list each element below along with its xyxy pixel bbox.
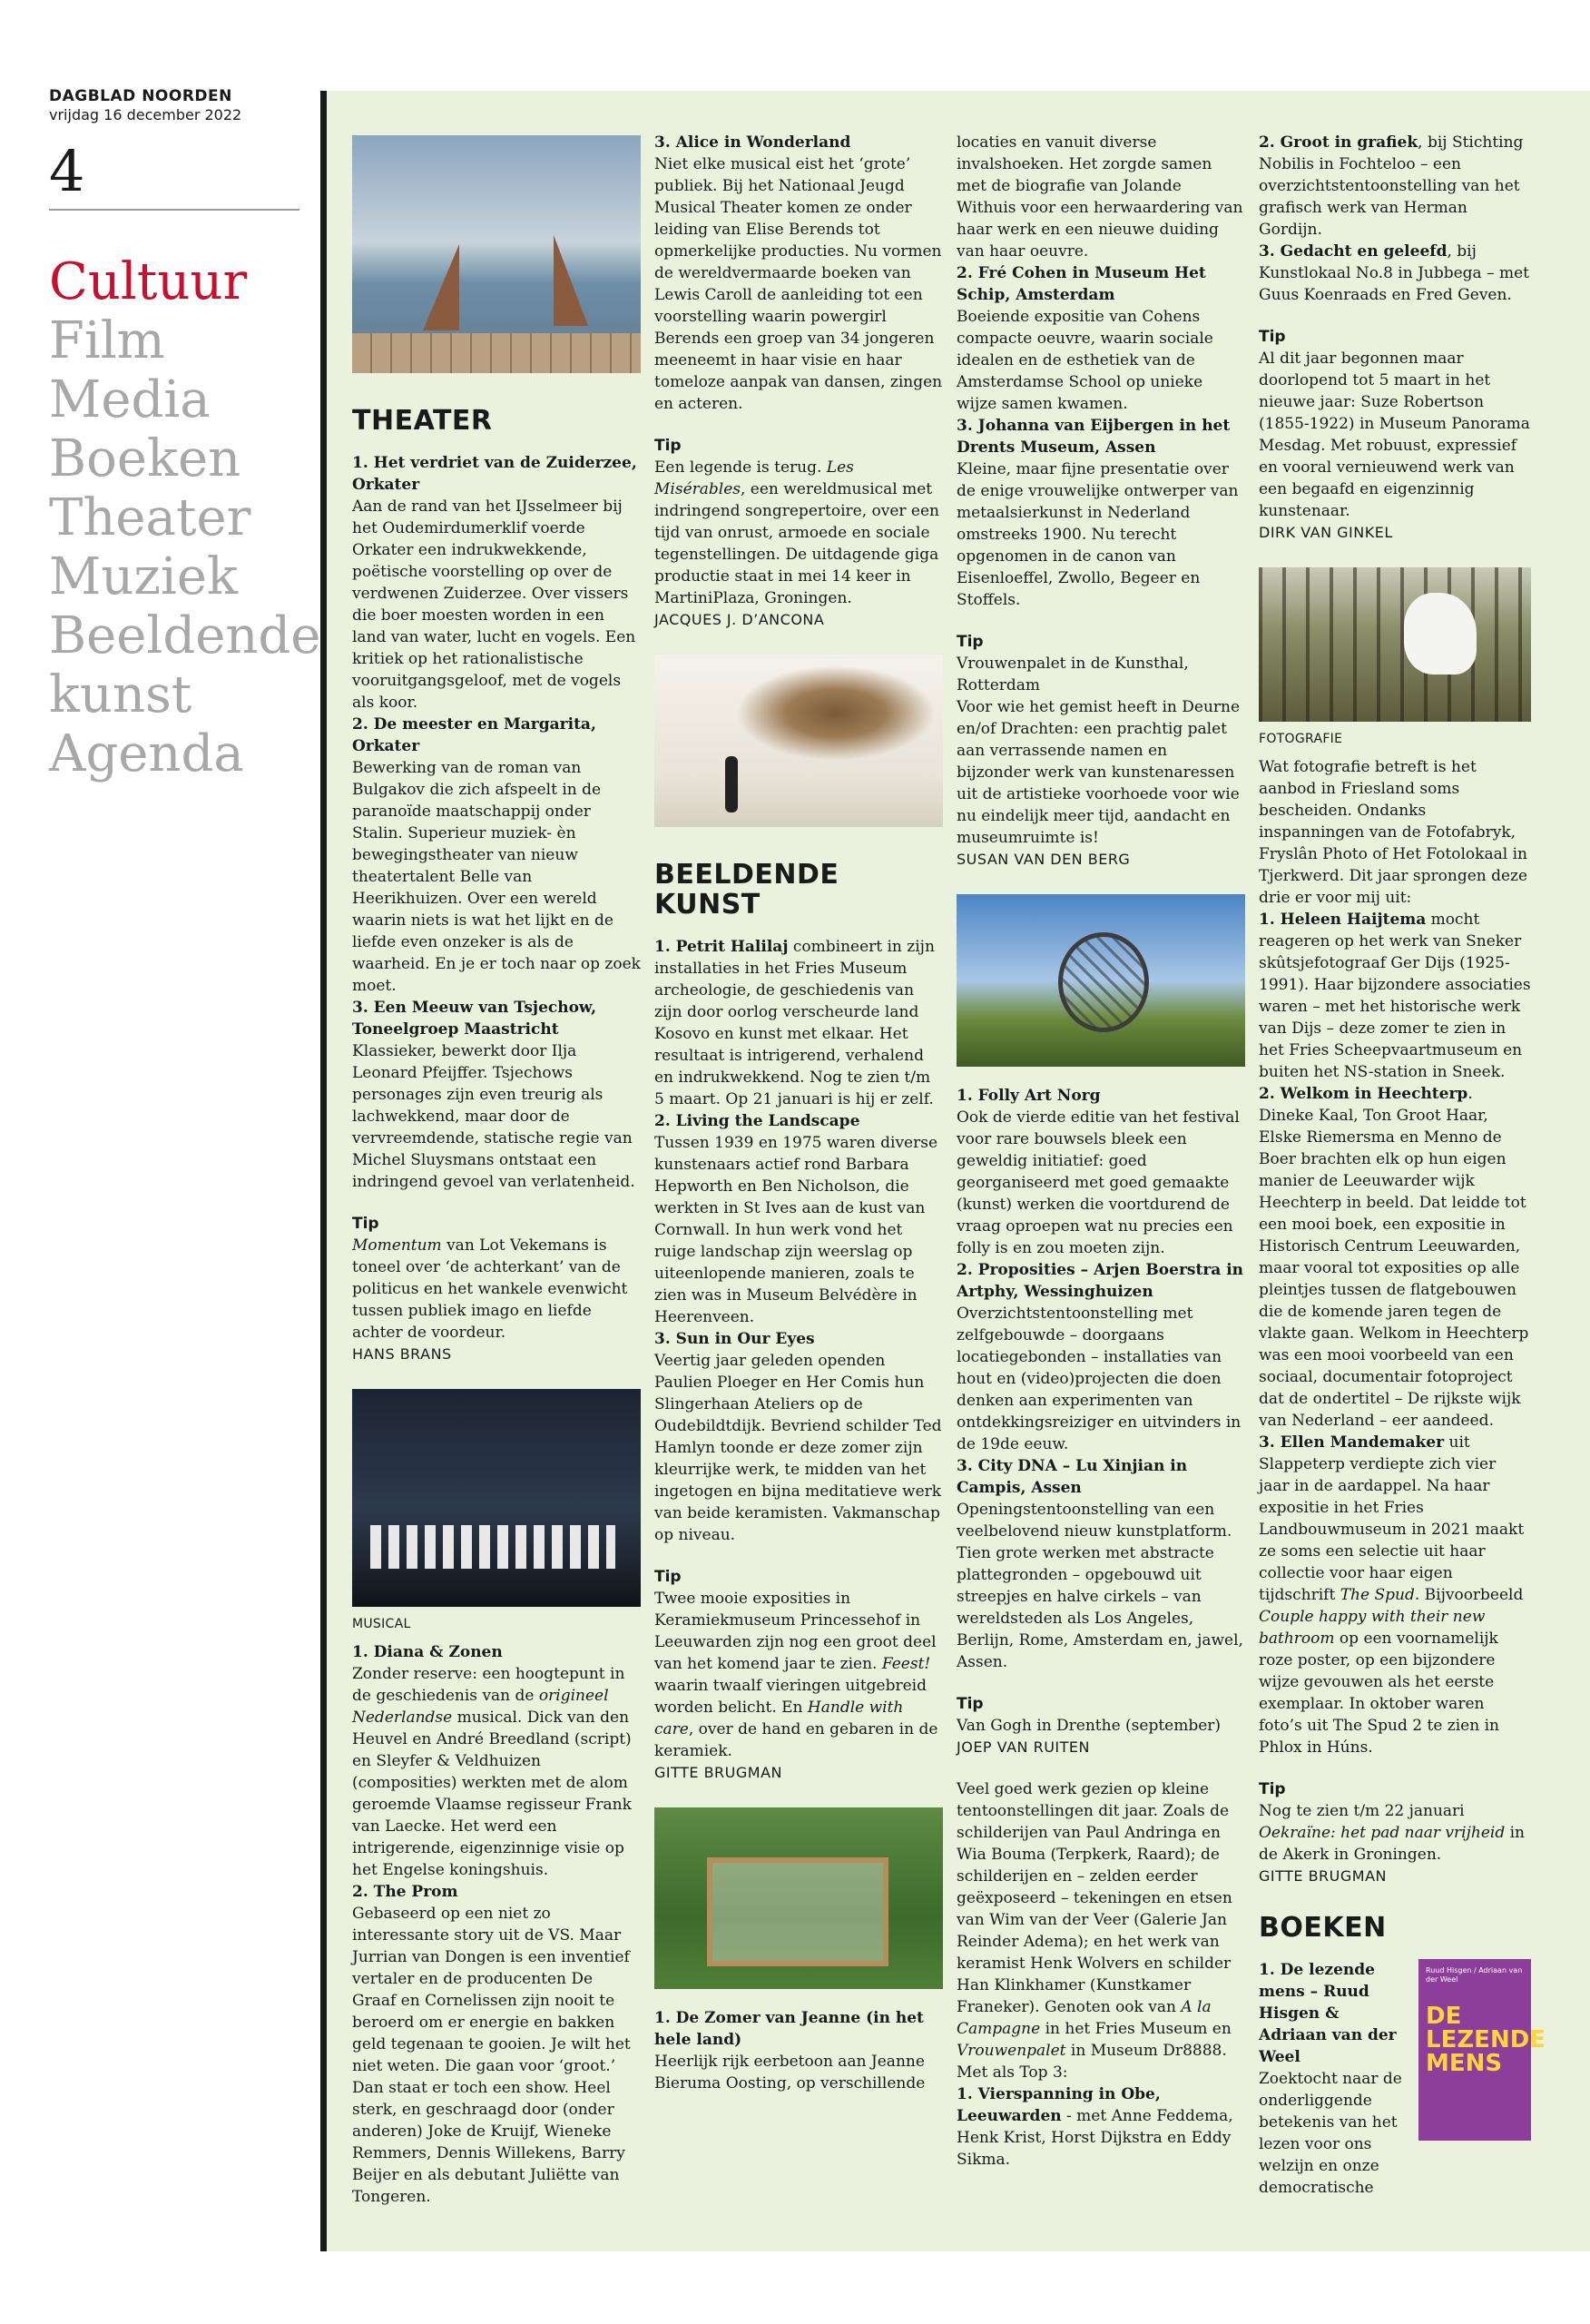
item-title: 2. Living the Landscape bbox=[654, 1112, 860, 1130]
section-agenda[interactable]: Agenda bbox=[49, 724, 244, 783]
item-body: Aan de rand van het IJsselmeer bij het Oudemirdumerklif voerde Orkater een indrukwekkende, poëtische voorstelling op over de verdwenen Zuiderzee. Over vissers die boer moesten worden in een land van water, lucht en vogels. Een kritiek op het rationalistische vooruitgangsgeloof, met de vogels als koor. bbox=[352, 497, 636, 712]
section-list bbox=[49, 252, 320, 783]
item-title: 3. Johanna van Eijbergen in het Drents Museum, Assen bbox=[957, 417, 1231, 457]
tip-label: Tip bbox=[352, 1215, 379, 1233]
vertical-rule bbox=[320, 91, 327, 2251]
tip-body: Vrouwenpalet in de Kunsthal, Rotterdam Voor wie het gemist heeft in Deurne en/of Drachten: een prachtig palet aan verrassende namen en bijzonder werk van kunstenaressen uit de artistieke voorhoede voor wie nu eindelijk meer tijd, aandacht en museumruimte is! bbox=[957, 655, 1241, 847]
tip-italic: Feest! bbox=[881, 1655, 931, 1673]
item-body: mocht reageren op het werk van Sneker skûtsjefotograaf Ger Dijs (1925-1991). Haar bijzondere associaties waren – met het historische werk van Dijs – deze zomer te zien in het Fries Scheepvaartmuseum en buiten het NS-station in Sneek. bbox=[1259, 911, 1531, 1081]
body-italic: origineel Nederlandse bbox=[352, 1687, 609, 1727]
section-cultuur[interactable]: Cultuur bbox=[49, 252, 248, 311]
body-italic: The Spud bbox=[1340, 1586, 1415, 1604]
item-title: 1. De Zomer van Jeanne (in het hele land) bbox=[654, 2009, 924, 2049]
body-italic: Couple happy with their new bathroom bbox=[1259, 1608, 1486, 1648]
item-body: Kleine, maar fijne presentatie over de enige vrouwelijke ontwerper van metaalsierkunst in Nederland omstreeks 1900. Nu terecht opgenomen in de canon van Eisenloeffel, Zwollo, Begeer en Stoffels. bbox=[957, 460, 1239, 609]
tip-italic: Handle with care bbox=[654, 1699, 904, 1738]
item-body: Openingstentoonstelling van een veelbelovend nieuw kunstplatform. Tien grote werken met abstracte plattegronden – opgebouwd uit streepjes en halve cirkels – van wereldsteden als Los Angeles, Berlijn, Rome, Amsterdam en, jawel, Assen. bbox=[957, 1501, 1243, 1671]
frame-shape bbox=[707, 1857, 888, 1966]
item-body: Overzichtstentoonstelling met zelfgebouwde – doorgaans locatiegebonden – installaties van hout en (video)projecten die doen denken aan experimenten van ontdekkingsreiziger en uitvinders in de 19de eeuw. bbox=[957, 1305, 1242, 1453]
tip-body: Al dit jaar begonnen maar doorlopend tot 5 maart in het nieuwe jaar: Suze Robertson (1855-1922) in Museum Panorama Mesdag. Met robuust, expressief en vooral vernieuwend werk van een begaafd en eigenzinnig kunstenaar. bbox=[1259, 350, 1530, 520]
item-title: 2. Groot in grafiek bbox=[1259, 133, 1418, 152]
tip-label: Tip bbox=[957, 633, 984, 651]
tip-label: Tip bbox=[654, 437, 682, 455]
beeldende-kunst-heading: BEELDENDE KUNST bbox=[654, 859, 839, 921]
column-4 bbox=[1259, 132, 1546, 2199]
sphere-shape bbox=[1058, 932, 1149, 1032]
item-body bbox=[352, 1663, 641, 1881]
page-number: 4 bbox=[49, 138, 85, 204]
item-title: 2. Proposities – Arjen Boerstra in Artphy, Wessinghuizen bbox=[957, 1261, 1244, 1301]
theater-photo bbox=[352, 135, 641, 373]
cast-shape bbox=[370, 1525, 615, 1569]
item-title: 3. Een Meeuw van Tsjechow, Toneelgroep Maastricht bbox=[352, 999, 597, 1039]
trees-shape bbox=[1259, 567, 1531, 722]
forest-photo bbox=[1259, 567, 1531, 722]
column-3 bbox=[957, 132, 1245, 2171]
item-title: 3. Gedacht en geleefd bbox=[1259, 242, 1448, 261]
item-body: - met Anne Feddema, Henk Krist, Horst Dijkstra en Eddy Sikma. bbox=[957, 2107, 1233, 2169]
masthead: DAGBLAD NOORDEN bbox=[49, 87, 232, 105]
book-cover bbox=[1418, 1959, 1546, 2141]
tip-body: van Lot Vekemans is toneel over ‘de achterkant’ van de politicus en het wankele evenwicht tussen publiek imago en liefde achter de voordeur. bbox=[352, 1236, 628, 1342]
item-body: Boeiende expositie van Cohens compacte oeuvre, waarin sociale idealen en de esthetiek van de Amsterdamse School op unieke wijze samen kwamen. bbox=[957, 308, 1213, 413]
author-byline: SUSAN VAN DEN BERG bbox=[957, 851, 1131, 868]
tip-part: Nog te zien t/m 22 januari bbox=[1259, 1802, 1465, 1820]
body-part: in het Fries Museum en bbox=[1040, 2020, 1232, 2038]
author-byline: GITTE BRUGMAN bbox=[1259, 1867, 1387, 1885]
tip-part: , een wereldmusical met indringend songrepertoire, over een tijd van onrust, armoede en sociale tegenstellingen. De uitdagende giga productie staat in mei 14 keer in MartiniPlaza, Groningen. bbox=[654, 480, 940, 607]
tip-text bbox=[1259, 1800, 1531, 1866]
body-part: in Museum Dr8888. Met als Top 3: bbox=[957, 2042, 1227, 2082]
body-part: op een voornamelijk roze poster, op een bijzondere wijze gevouwen als het eerste exemplaar. In oktober waren foto’s uit The Spud 2 te zien in Phlox in Húns. bbox=[1259, 1630, 1499, 1757]
sail-shape bbox=[423, 244, 459, 330]
section-beeldende[interactable]: Beeldende bbox=[49, 606, 321, 665]
tip-part: Twee mooie exposities in Keramiekmuseum Princessehof in Leeuwarden zijn nog een groot deel van het komend jaar te zien. bbox=[654, 1590, 937, 1673]
section-film[interactable]: Film bbox=[49, 311, 165, 370]
garden-photo bbox=[654, 1807, 943, 1989]
book-cover-authors: Ruud Hisgen / Adriaan van der Weel bbox=[1426, 1966, 1523, 1984]
author-byline: HANS BRANS bbox=[352, 1345, 452, 1363]
tip-text bbox=[654, 1588, 943, 1762]
author-byline: JACQUES J. D’ANCONA bbox=[654, 611, 825, 628]
issue-date: vrijdag 16 december 2022 bbox=[49, 106, 242, 123]
item-body: locaties en vanuit diverse invalshoeken. Het zorgde samen met de biografie van Jolande Withuis voor een herwaardering van haar werk en een nieuwe duiding van haar oeuvre. bbox=[957, 133, 1243, 261]
item-title: 1. Het verdriet van de Zuiderzee, Orkater bbox=[352, 454, 637, 494]
column-2 bbox=[654, 132, 943, 2094]
musical-photo bbox=[352, 1389, 641, 1607]
tip-label: Tip bbox=[957, 1695, 984, 1713]
item-body: Niet elke musical eist het ‘grote’ publiek. Bij het Nationaal Jeugd Musical Theater komen ze onder leiding van Elise Berends tot opmerkelijke producties. Nu vormen de wereldvermaarde boeken van Lewis Caroll de aanleiding tot een voorstelling waarin powergirl Berends een groep van 34 jongeren meeneemt in haar visie en haar tomeloze aanpak van dansen, zingen en acteren. bbox=[654, 155, 943, 413]
item-title: 1. De lezende mens – Ruud Hisgen & Adriaan van der Weel bbox=[1259, 1961, 1397, 2066]
item-body: Gebaseerd op een niet zo interessante story uit de VS. Maar Jurrian van Dongen is een inventief vertaler en de producenten De Graaf en Cornelissen zijn nooit te beroerd om er energie en bakken geld tegenaan te gooien. Je wilt het niet weten. Die gaan voor ‘groot.’ Dan staat er toch een show. Heel sterk, en geschraagd door (onder anderen) Joke de Kruijf, Wieneke Remmers, Dennis Willekens, Barry Beijer en als debutant Juliëtte van Tongeren. bbox=[352, 1905, 631, 2206]
tip-part: waarin twaalf vieringen uitgebreid worden belicht. En bbox=[654, 1677, 927, 1717]
tip-italic: Oekraïne: het pad naar vrijheid bbox=[1259, 1824, 1506, 1842]
fotografie-heading: FOTOGRAFIE bbox=[1259, 732, 1343, 746]
section-kunst[interactable]: kunst bbox=[49, 665, 192, 724]
musical-heading: MUSICAL bbox=[352, 1617, 411, 1631]
column-1 bbox=[352, 132, 641, 2208]
tip-italic: Les Misérables bbox=[654, 458, 854, 498]
theater-heading: THEATER bbox=[352, 405, 493, 437]
item-title: 3. Sun in Our Eyes bbox=[654, 1330, 815, 1348]
person-shape bbox=[725, 756, 738, 812]
tip-label: Tip bbox=[654, 1568, 682, 1586]
item-body: Ook de vierde editie van het festival voor rare bouwsels bleek een geweldig initiatief: goed georganiseerd met goed gemaakte (kunst) werken die voortdurend de vraag oproepen wat nu precies een folly is en zou moeten zijn. bbox=[957, 1108, 1240, 1257]
item-paragraph bbox=[957, 2083, 1245, 2171]
body-part: Zonder reserve: een hoogtepunt in de geschiedenis van de bbox=[352, 1665, 625, 1705]
item-title: 2. The Prom bbox=[352, 1883, 458, 1901]
book-item bbox=[1259, 1959, 1546, 2199]
item-paragraph bbox=[1259, 1432, 1531, 1758]
tip-label: Tip bbox=[1259, 1780, 1286, 1798]
item-body: Bewerking van de roman van Bulgakov die zich afspeelt in de paranoïde maatschappij onder Stalin. Superieur muziek- èn bewegingstheater van nieuw theatertalent Belle van Heerikhuizen. Over een wereld waarin niets is wat het lijkt en de liefde even onzeker is als de waarheid. En je er toch naar op zoek moet. bbox=[352, 759, 641, 995]
tip-body: Van Gogh in Drenthe (september) bbox=[957, 1717, 1222, 1735]
tip-part: Een legende is terug. bbox=[654, 458, 827, 477]
item-title: 1. Heleen Haijtema bbox=[1259, 911, 1427, 929]
item-body: Klassieker, bewerkt door Ilja Leonard Pfeijffer. Tsjechows personages zijn even treurig als lachwekkend, maar door de vervreemdende, statische regie van Michel Sluysmans ontstaat een indringend gevoel van verlatenheid. bbox=[352, 1042, 635, 1191]
tip-part: , over de hand en gebaren in de keramiek. bbox=[654, 1720, 938, 1760]
item-body: Veertig jaar geleden openden Paulien Ploeger en Her Comis hun Slingerhaan Ateliers op de Oudebildtdijk. Bevriend schilder Ted Hamlyn toonde er deze zomer zijn kleurrijke werk, te midden van het ingetogen en bijna meditatieve werk van beide keramisten. Vakmanschap op niveau. bbox=[654, 1352, 942, 1544]
item-body: Zoektocht naar de onderliggende betekenis van het lezen voor ons welzijn en onze democratische bbox=[1259, 2070, 1402, 2197]
tip-italic: Momentum bbox=[352, 1236, 442, 1255]
item-paragraph bbox=[654, 936, 943, 1110]
body-part: musical. Dick van den Heuvel en André Breedland (script) en Sleyfer & Veldhuizen (composities) werkten met de alom geroemde Vlaamse regisseur Frank van Laecke. Het werd een intrigerende, eigenzinnige visie op het Engelse koningshuis. bbox=[352, 1709, 632, 1879]
tip-label: Tip bbox=[1259, 328, 1286, 346]
body-part: Veel goed werk gezien op kleine tentoonstellingen dit jaar. Zoals de schilderijen van Paul Andringa en Wia Bouma (Terpkerk, Raard); de schilderijen en – zelden eerder geëxposeerd – tekeningen en etsen van Wim van der Veer (Galerie Jan Reinder Adema); en het werk van keramist Henk Wolvers en schilder Han Klinkhamer (Kunstkamer Franeker). Genoten ook van bbox=[957, 1780, 1232, 2016]
item-title: 1. Diana & Zonen bbox=[352, 1643, 503, 1661]
item-paragraph bbox=[1259, 1083, 1531, 1432]
item-title: 3. Alice in Wonderland bbox=[654, 133, 851, 152]
tip-text bbox=[654, 457, 943, 609]
item-paragraph bbox=[1259, 241, 1531, 306]
item-title: 2. Fré Cohen in Museum Het Schip, Amsterdam bbox=[957, 264, 1206, 304]
item-body: combineert in zijn installaties in het Fries Museum archeologie, de geschiedenis van zijn door oorlog verscheurde land Kosovo en kunst met elkaar. Het resultaat is intrigerend, verhalend en indrukwekkend. Nog te zien t/m 5 maart. Op 21 januari is hij er zelf. bbox=[654, 938, 935, 1108]
item-body: , bij Stichting Nobilis in Fochteloo – een overzichtstentoonstelling van het grafisch werk van Herman Gordijn. bbox=[1259, 133, 1524, 239]
item-body: , bij Kunstlokaal No.8 in Jubbega – met Guus Koenraads en Fred Geven. bbox=[1259, 242, 1530, 304]
folly-photo bbox=[957, 894, 1245, 1067]
section-media[interactable]: Media bbox=[49, 370, 211, 429]
section-boeken[interactable]: Boeken bbox=[49, 429, 241, 488]
item-title: 1. Vierspanning in Obe, Leeuwarden bbox=[957, 2085, 1161, 2125]
tip-part: in de Akerk in Groningen. bbox=[1259, 1824, 1525, 1864]
item-title: 1. Petrit Halilaj bbox=[654, 938, 789, 956]
item-body bbox=[957, 1778, 1245, 2083]
item-body: Wat fotografie betreft is het aanbod in Friesland soms bescheiden. Ondanks inspanningen van de Fotofabryk, Fryslân Photo of Het Fotolokaal in Tjerkwerd. Dit jaar sprongen deze drie er voor mij uit: bbox=[1259, 758, 1528, 907]
installation-shape bbox=[736, 665, 936, 761]
installation-photo bbox=[654, 655, 943, 827]
body-part: . Bijvoorbeeld bbox=[1414, 1586, 1524, 1604]
book-cover-title: DE LEZENDE MENS bbox=[1426, 2003, 1546, 2077]
item-title: 3. City DNA – Lu Xinjian in Campis, Assen bbox=[957, 1457, 1188, 1497]
item-title: 2. Welkom in Heechterp bbox=[1259, 1085, 1468, 1103]
body-italic: Vrouwenpalet bbox=[957, 2042, 1066, 2060]
dock-shape bbox=[352, 333, 641, 373]
cloth-shape bbox=[1404, 593, 1477, 675]
body-part: uit Slappeterp verdiepte zich vier jaar in de aardappel. Na haar expositie in het Fries Landbouwmuseum in 2021 maakt ze soms een selectie uit haar collectie voor haar eigen tijdschrift bbox=[1259, 1433, 1525, 1604]
author-byline: DIRK VAN GINKEL bbox=[1259, 524, 1393, 541]
item-title: 1. Folly Art Norg bbox=[957, 1087, 1101, 1105]
rail-divider bbox=[49, 209, 299, 211]
section-theater[interactable]: Theater bbox=[49, 488, 251, 547]
item-title: 3. Ellen Mandemaker bbox=[1259, 1433, 1445, 1452]
author-byline: JOEP VAN RUITEN bbox=[957, 1738, 1090, 1756]
section-muziek[interactable]: Muziek bbox=[49, 547, 238, 606]
item-paragraph bbox=[1259, 132, 1531, 241]
body-italic: A la Campagne bbox=[957, 1998, 1212, 2038]
item-title: 2. De meester en Margarita, Orkater bbox=[352, 715, 596, 755]
item-body: Tussen 1939 en 1975 waren diverse kunstenaars actief rond Barbara Hepworth en Ben Nicholson, die werkten in St Ives aan de kust van Cornwall. In hun werk vond het ruige landschap zijn weerslag op uiteenlopende manieren, zoals te zien was in Museum Belvédère in Heerenveen. bbox=[654, 1134, 938, 1326]
item-body: . Dineke Kaal, Ton Groot Haar, Elske Riemersma en Menno de Boer brachten elk op hun eigen manier de Leeuwarder wijk Heechterp in beeld. Dat leidde tot een mooi boek, een expositie in Historisch Centrum Leeuwarden, maar vooral tot exposities op alle pleintjes tussen de flatgebouwen die de komende jaren tegen de vlakte gaan. Welkom in Heechterp was een mooi voorbeeld van een sociaal, documentair fotoproject dat de ondertitel – De rijkste wijk van Nederland – eer aandeed. bbox=[1259, 1085, 1529, 1430]
boeken-heading: BOEKEN bbox=[1259, 1912, 1387, 1944]
sail-shape bbox=[554, 235, 588, 326]
author-byline: GITTE BRUGMAN bbox=[654, 1764, 782, 1781]
item-body: Heerlijk rijk eerbetoon aan Jeanne Bieruma Oosting, op verschillende bbox=[654, 2053, 926, 2093]
item-paragraph bbox=[1259, 909, 1531, 1083]
tip-text bbox=[352, 1235, 641, 1344]
